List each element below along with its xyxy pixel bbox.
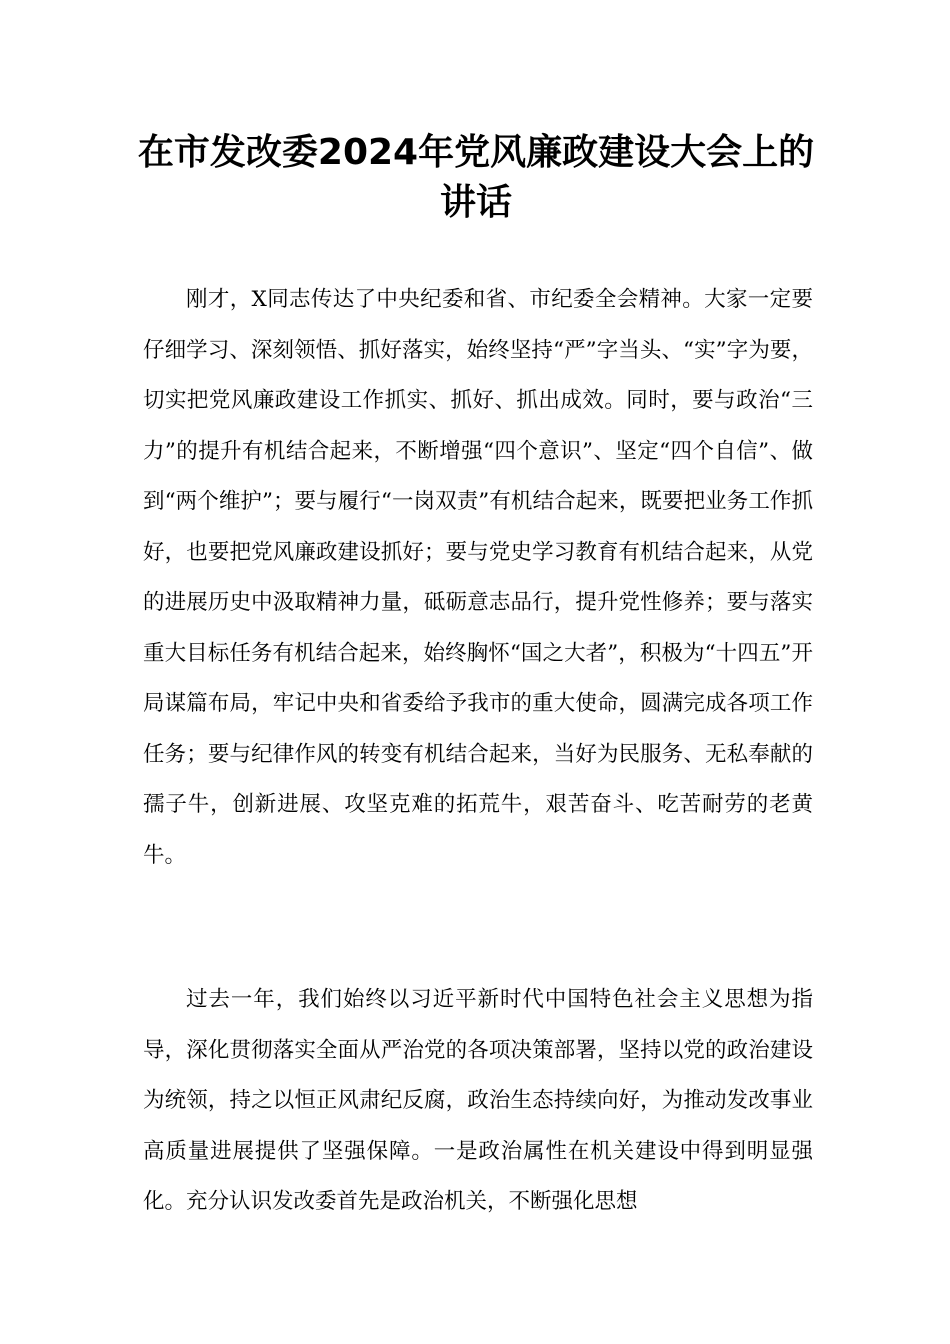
paragraph-1: 刚才，X同志传达了中央纪委和省、市纪委全会精神。大家一定要仔细学习、深刻领悟、抓好落实，始终坚持“严”字当头、“实”字为要，切实把党风廉政建设工作抓实、抓好、抓出成效。同时，要与政治“三力”的提升有机结合起来，不断增强“四个意识”、坚定“四个自信”、做到“两个维护”；要与履行“一岗双责”有机结合起来，既要把业务工作抓好，也要把党风廉政建设抓好；要与党史学习教育有机结合起来，从党的进展历史中汲取精神力量，砥砺意志品行，提升党性修养；要与落实重大目标任务有机结合起来，始终胸怀“国之大者”，积极为“十四五”开局谋篇布局，牢记中央和省委给予我市的重大使命，圆满完成各项工作任务；要与纪律作风的转变有机结合起来，当好为民服务、无私奉献的孺子牛，创新进展、攻坚克难的拓荒牛，艰苦奋斗、吃苦耐劳的老黄牛。 [143, 287, 813, 868]
paragraph-2: 过去一年，我们始终以习近平新时代中国特色社会主义思想为指导，深化贯彻落实全面从严治党的各项决策部署，坚持以党的政治建设为统领，持之以恒正风肃纪反腐，政治生态持续向好，为推动发改事业高质量进展提供了坚强保障。一是政治属性在机关建设中得到明显强化。充分认识发改委首先是政治机关，不断强化思想 [143, 987, 813, 1214]
document-title: 在市发改委2024年党风廉政建设大会上的讲话 [137, 132, 815, 223]
